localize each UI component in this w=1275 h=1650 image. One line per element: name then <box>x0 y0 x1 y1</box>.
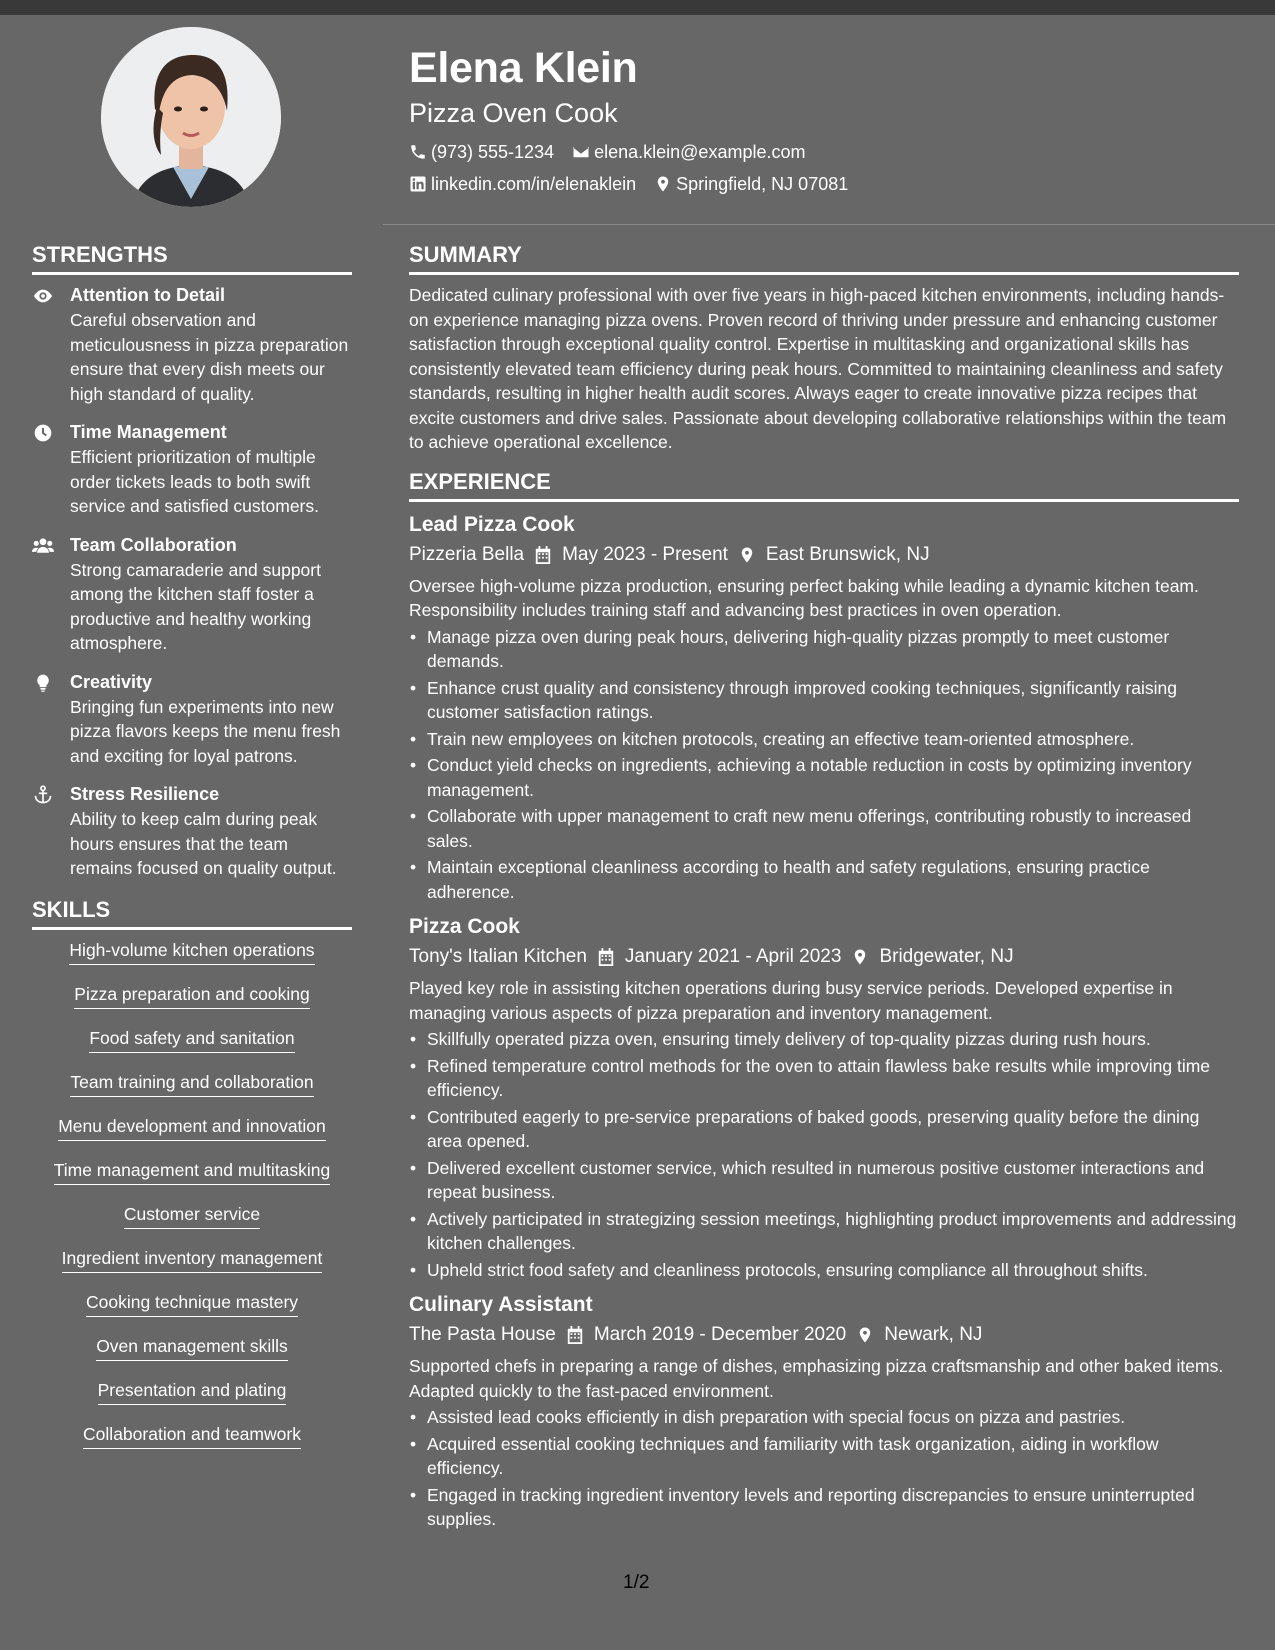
job-description: Oversee high-volume pizza production, ensuring perfect baking while leading a dynamic kitchen team. Responsibility includes training staff and advancing best practices in oven operation. <box>409 575 1199 620</box>
job-bullets <box>409 1027 1239 1282</box>
strengths-heading: STRENGTHS <box>32 242 168 267</box>
section-rule <box>32 272 352 275</box>
skill-item: High-volume kitchen operations <box>69 938 314 965</box>
job-dates: January 2021 - April 2023 <box>624 946 842 967</box>
lightbulb-icon <box>32 673 54 693</box>
candidate-name: Elena Klein <box>409 44 638 92</box>
skills-list <box>32 938 352 1466</box>
strength-item <box>32 782 352 881</box>
job-description: Played key role in assisting kitchen operations during busy service periods. Developed expertise in managing various aspects of pizza preparation and inventory management. <box>409 978 1173 1023</box>
skill-item: Food safety and sanitation <box>89 1026 294 1053</box>
linkedin-icon <box>409 175 427 193</box>
strength-title: Creativity <box>70 671 153 692</box>
bullet-item: • Maintain exceptional cleanliness according to health and safety regulations, ensuring practice adherence. <box>409 855 1239 904</box>
skill-item: Cooking technique mastery <box>86 1290 298 1317</box>
bullet-item: • Contributed eagerly to pre-service preparations of baked goods, preserving quality before the dining area opened. <box>409 1105 1239 1154</box>
experience-heading: EXPERIENCE <box>409 468 551 494</box>
section-rule <box>409 499 1239 502</box>
page-indicator: 1/2 <box>623 1572 650 1593</box>
skill-item: Time management and multitasking <box>54 1158 331 1185</box>
strength-item <box>32 420 352 519</box>
bullet-item: • Train new employees on kitchen protocols, creating an effective team-oriented atmosphere. <box>409 727 1239 752</box>
job-meta <box>409 540 1239 570</box>
job-entry <box>409 912 1239 1282</box>
strength-title: Attention to Detail <box>70 285 225 305</box>
job-title: Pizza Cook <box>409 915 520 938</box>
bullet-item: • Assisted lead cooks efficiently in dish preparation with special focus on pizza and pastries. <box>409 1405 1239 1430</box>
clock-icon <box>32 423 54 443</box>
job-dates: May 2023 - Present <box>562 543 728 565</box>
envelope-icon <box>572 143 590 161</box>
calendar-icon <box>597 947 615 967</box>
skills-heading: SKILLS <box>32 896 111 922</box>
contact-row-2 <box>409 168 1249 200</box>
job-location: Newark, NJ <box>884 1324 983 1345</box>
job-description: Supported chefs in preparing a range of dishes, emphasizing pizza craftsmanship and other baked items. Adapted quickly to the fast-paced environment. <box>409 1356 1224 1401</box>
top-bar <box>0 0 1275 15</box>
strength-item <box>32 533 352 656</box>
job-bullets <box>409 625 1239 905</box>
email-text: elena.klein@example.com <box>594 142 806 162</box>
bullet-item: • Refined temperature control methods for the oven to attain flawless bake results while improving time efficiency. <box>409 1054 1239 1103</box>
strength-desc: Strong camaraderie and support among the kitchen staff foster a productive and healthy working atmosphere. <box>70 559 321 653</box>
strength-item <box>32 670 352 769</box>
strength-title: Time Management <box>70 422 227 442</box>
contact-linkedin[interactable] <box>409 168 636 200</box>
bullet-item: • Acquired essential cooking techniques and familiarity with task organization, aiding in workflow efficiency. <box>409 1432 1239 1481</box>
section-rule <box>409 272 1239 275</box>
section-rule <box>32 927 352 930</box>
contact-phone[interactable] <box>409 136 554 168</box>
job-company: Tony's Italian Kitchen <box>409 946 587 967</box>
summary-heading: SUMMARY <box>409 242 522 267</box>
eye-icon <box>32 286 54 306</box>
strength-desc: Ability to keep calm during peak hours ensures that the team remains focused on quality output. <box>70 809 337 878</box>
skill-item: Customer service <box>124 1202 260 1229</box>
phone-text: (973) 555-1234 <box>431 142 555 162</box>
map-pin-icon <box>738 545 756 565</box>
map-pin-icon <box>851 947 869 967</box>
strength-desc: Careful observation and meticulousness in pizza preparation ensure that every dish meets our high standard of quality. <box>70 310 349 404</box>
contact-email[interactable] <box>572 136 805 168</box>
resume-header <box>409 40 1249 200</box>
strength-title: Team Collaboration <box>70 534 237 555</box>
job-bullets <box>409 1405 1239 1532</box>
summary-text: Dedicated culinary professional with over five years in high-paced kitchen environments, including hands-on experience managing pizza ovens. Proven record of thriving under pressure and enhancing customer satisfaction through exceptional quality control. Expertise in multitasking and organizational skills has consistently elevated team efficiency during peak hours. Committed to maintaining cleanliness and safety standards, resulting in higher health audit scores. Always eager to create innovative pizza recipes that excite customers and drive sales. Passionate about developing collaborative relationships within the team to achieve operational excellence. <box>409 285 1227 452</box>
strength-desc: Efficient prioritization of multiple order tickets leads to both swift service and satisfied customers. <box>70 447 319 516</box>
right-column <box>409 240 1239 1540</box>
skill-item: Team training and collaboration <box>70 1070 313 1097</box>
bullet-item: • Actively participated in strategizing session meetings, highlighting product improvements and addressing kitchen challenges. <box>409 1207 1239 1256</box>
skill-item: Ingredient inventory management <box>62 1246 323 1273</box>
bullet-item: • Skillfully operated pizza oven, ensuring timely delivery of top-quality pizzas during rush hours. <box>409 1027 1239 1052</box>
bullet-item: • Upheld strict food safety and cleanliness protocols, ensuring compliance all throughout shifts. <box>409 1258 1239 1283</box>
skill-item: Menu development and innovation <box>58 1114 326 1141</box>
job-location: Bridgewater, NJ <box>879 946 1014 967</box>
job-title: Lead Pizza Cook <box>409 512 575 536</box>
candidate-title: Pizza Oven Cook <box>409 98 618 128</box>
job-entry <box>409 510 1239 905</box>
job-location: East Brunswick, NJ <box>765 543 930 565</box>
location-text: Springfield, NJ 07081 <box>676 174 849 194</box>
left-column <box>32 240 352 1466</box>
strength-desc: Bringing fun experiments into new pizza flavors keeps the menu fresh and exciting for loyal patrons. <box>70 696 341 766</box>
profile-photo <box>101 27 281 207</box>
job-meta <box>409 942 1239 972</box>
strength-title: Stress Resilience <box>70 784 220 804</box>
bullet-item: • Manage pizza oven during peak hours, delivering high-quality pizzas promptly to meet customer demands. <box>409 625 1239 674</box>
bullet-item: • Conduct yield checks on ingredients, achieving a notable reduction in costs by optimizing inventory management. <box>409 753 1239 802</box>
bullet-item: • Delivered excellent customer service, which resulted in numerous positive customer interactions and repeat business. <box>409 1156 1239 1205</box>
bullet-item: • Engaged in tracking ingredient inventory levels and reporting discrepancies to ensure uninterrupted supplies. <box>409 1483 1239 1532</box>
users-icon <box>32 536 54 556</box>
job-company: Pizzeria Bella <box>409 543 525 565</box>
calendar-icon <box>566 1325 584 1345</box>
skill-item: Oven management skills <box>96 1334 288 1361</box>
skill-item: Pizza preparation and cooking <box>74 982 309 1009</box>
job-title: Culinary Assistant <box>409 1293 593 1316</box>
skill-item: Collaboration and teamwork <box>83 1422 301 1449</box>
job-entry <box>409 1290 1239 1532</box>
phone-icon <box>409 143 427 161</box>
job-company: The Pasta House <box>409 1324 556 1345</box>
skill-item: Presentation and plating <box>98 1378 287 1405</box>
experience-section <box>409 467 1239 1532</box>
map-pin-icon <box>856 1325 874 1345</box>
job-dates: March 2019 - December 2020 <box>593 1324 847 1345</box>
anchor-icon <box>32 785 54 805</box>
header-divider <box>383 224 1275 225</box>
contact-location <box>654 168 848 200</box>
linkedin-text: linkedin.com/in/elenaklein <box>431 174 637 194</box>
bullet-item: • Enhance crust quality and consistency through improved cooking techniques, significantly raising customer satisfaction ratings. <box>409 676 1239 725</box>
map-pin-icon <box>654 175 672 193</box>
calendar-icon <box>534 545 552 565</box>
strength-item <box>32 283 352 406</box>
job-meta <box>409 1320 1239 1350</box>
bullet-item: • Collaborate with upper management to craft new menu offerings, contributing robustly to increased sales. <box>409 804 1239 853</box>
contact-row-1 <box>409 136 1249 168</box>
